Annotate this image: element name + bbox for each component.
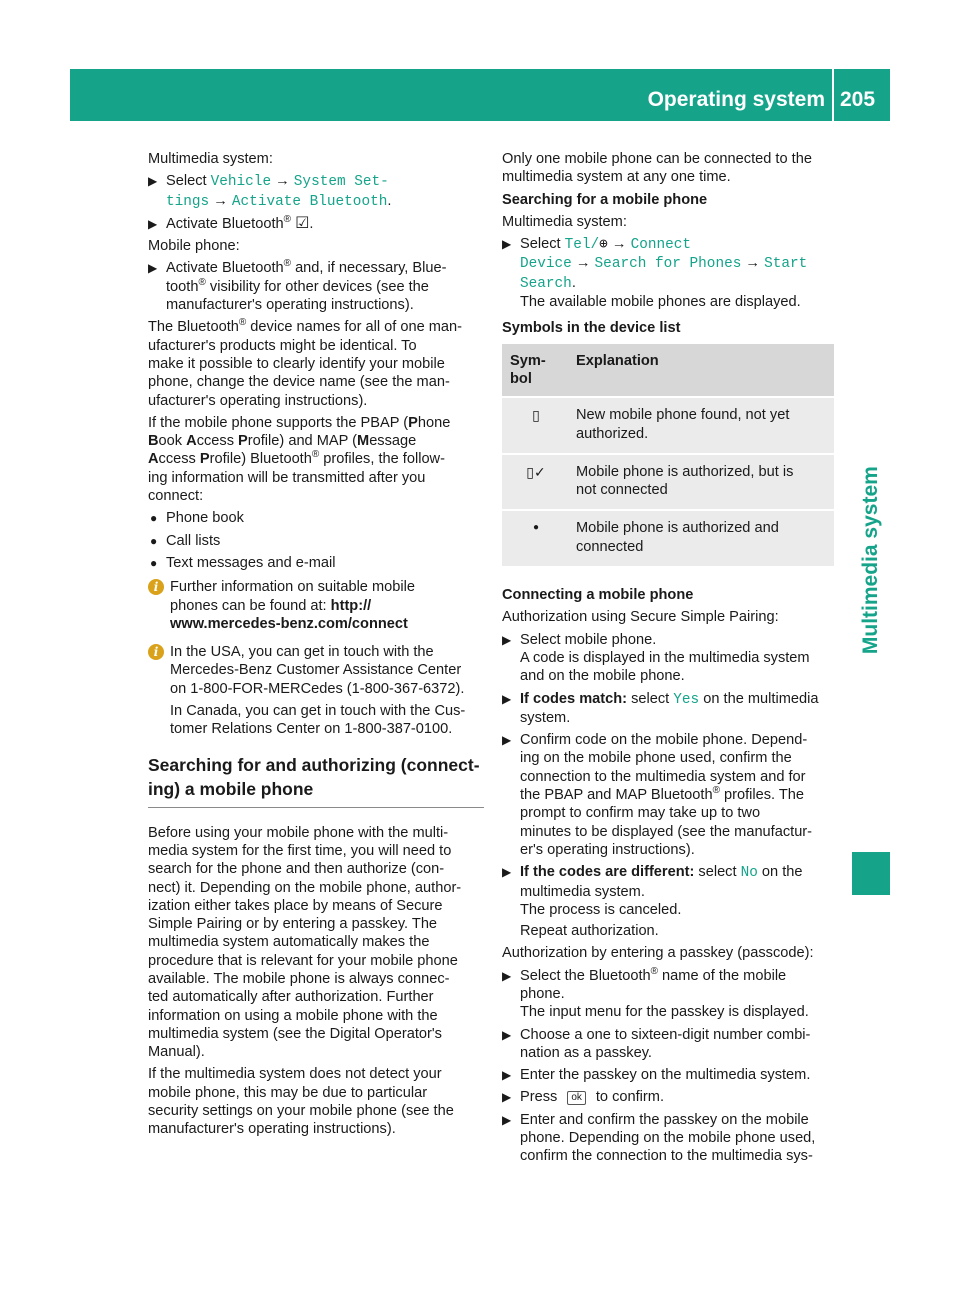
step: ▶ Enter and confirm the passkey on the mobile phone. Depending on the mobile phone used, confirm the connection to the multimedia sys-: [502, 1111, 816, 1165]
list-item: ● Phone book: [150, 510, 244, 527]
right-column: [502, 150, 836, 1170]
list-item: ● Text messages and e-mail: [150, 554, 336, 571]
bullet-icon: ●: [150, 533, 158, 548]
step-arrow-icon: ▶: [502, 733, 512, 748]
list-item: ● Call lists: [150, 532, 221, 549]
side-marker: [852, 852, 890, 895]
left-column: [148, 150, 484, 1143]
paragraph: If the multimedia system does not detect your mobile phone, this may be due to particular security settings on your mobile phone (see the manufacturer's operating instructions).: [148, 1066, 454, 1138]
menu-item: Yes: [673, 691, 700, 708]
step-arrow-icon: ▶: [502, 632, 512, 647]
arrow-right-icon: →: [575, 255, 591, 272]
step: ▶ Select Tel/⊕ → Connect Device → Search for Phones → Start Search. The available mobile phones are displayed.: [502, 236, 808, 311]
step: ▶ Confirm code on the mobile phone. Depend- ing on the mobile phone used, confirm the connection to the multimedia system and for the PBAP and MAP Bluetooth® profiles. The prompt to confirm may take up to two minutes to be displayed (see the manufactur- er's operating instructions).: [502, 732, 813, 858]
menu-item: System Set‐: [293, 174, 389, 191]
step-arrow-icon: ▶: [502, 691, 512, 706]
menu-item: Start: [764, 256, 808, 273]
step-arrow-icon: ▶: [502, 1027, 512, 1042]
menu-item: Search: [520, 275, 572, 292]
paragraph: Mobile phone:: [148, 238, 240, 255]
subheading: Connecting a mobile phone: [502, 587, 694, 604]
step-arrow-icon: ▶: [502, 1068, 512, 1083]
column-header: Sym- bol: [502, 344, 568, 398]
step-arrow-icon: ▶: [502, 865, 512, 880]
paragraph: Multimedia system:: [502, 213, 627, 230]
table-row: ● Mobile phone is authorized and connected: [502, 510, 834, 567]
info-icon: i: [148, 644, 164, 660]
menu-item: Device: [520, 256, 572, 273]
step-arrow-icon: ▶: [502, 237, 512, 252]
step: ▶ If the codes are different: select No on the multimedia system. The process is canceled. Repeat authorization.: [502, 864, 803, 940]
step: ▶ Select the Bluetooth® name of the mobile phone. The input menu for the passkey is displayed.: [502, 965, 809, 1021]
step: ▶ Activate Bluetooth® ☑.: [148, 214, 314, 232]
subheading: Searching for a mobile phone: [502, 191, 708, 208]
page-number: 205: [840, 88, 876, 111]
step: ▶ Press ok to confirm.: [502, 1089, 664, 1106]
menu-item: Tel/: [564, 237, 600, 254]
phone-new-icon: ▯: [502, 397, 568, 454]
link-text: http://: [330, 597, 372, 614]
step: ▶ Select Vehicle → System Set‐ tings → Activate Bluetooth.: [148, 173, 392, 210]
menu-item: Search for Phones: [594, 256, 742, 273]
device-symbol-table: [502, 344, 834, 568]
paragraph: Authorization by entering a passkey (passcode):: [502, 945, 814, 962]
arrow-right-icon: →: [275, 173, 290, 190]
menu-item: tings: [166, 193, 210, 210]
step-arrow-icon: ▶: [148, 261, 158, 276]
paragraph: The Bluetooth® device names for all of one man- ufacturer's products might be identical. To make it possible to clearly identify your mobile phone, change the device name (see the man- ufacturer's operating instructions).: [148, 317, 463, 409]
link-text: www.mercedes-benz.com/connect: [170, 615, 408, 632]
chapter-title: Operating system: [647, 88, 825, 111]
step: ▶ Activate Bluetooth® and, if necessary, Blue- tooth® visibility for other devices (see the manufacturer's operating instructions).: [148, 258, 447, 314]
info-note: i In the USA, you can get in touch with the Mercedes-Benz Customer Assistance Center on 1-800-FOR-MERCedes (1-800-367-6372). In Canada, you can get in touch with the Cus- tomer Relations Center on 1-800-387-0100.: [148, 643, 484, 738]
info-icon: i: [148, 579, 164, 595]
subheading: Symbols in the device list: [502, 320, 681, 337]
step: ▶ If codes match: select Yes on the multimedia system.: [502, 690, 819, 726]
step-arrow-icon: ▶: [148, 174, 158, 189]
checkbox-icon: ☑: [295, 214, 310, 232]
section-heading: Searching for and authorizing (connect- ing) a mobile phone: [148, 753, 484, 808]
arrow-right-icon: →: [611, 236, 627, 253]
menu-item: No: [740, 865, 758, 882]
table-header-row: [502, 344, 834, 398]
step-arrow-icon: ▶: [502, 968, 512, 983]
connected-dot-icon: ●: [502, 510, 568, 567]
paragraph: Multimedia system:: [148, 151, 273, 167]
info-note: i Further information on suitable mobile phones can be found at: http:// www.mercedes-benz.com/connect: [148, 578, 484, 633]
header-divider: [832, 69, 834, 121]
step: ▶ Select mobile phone. A code is displayed in the multimedia system and on the mobile phone.: [502, 631, 810, 685]
arrow-right-icon: →: [213, 192, 228, 209]
side-tab-label: Multimedia system: [858, 466, 882, 654]
bullet-icon: ●: [150, 555, 158, 570]
step-arrow-icon: ▶: [502, 1112, 512, 1127]
paragraph: If the mobile phone supports the PBAP (Phone Book Access Profile) and MAP (Message Access Profile) Bluetooth® profiles, the follow- ing information will be transmitted after you connect:: [148, 414, 451, 505]
paragraph: Before using your mobile phone with the multi- media system for the first time, you will need to search for the phone and then authorize (con- nect) it. Depending on the mobile phone, author- ization either takes place by means of Secure Simple Pairing or by entering a passkey. The multimedia system automatically makes the procedure that is relevant for your mobile phone available. The mobile phone is always connec- ted automatically after authorization. Further information on using a mobile phone with the multimedia system (see the Digital Operator's Manual).: [148, 824, 462, 1061]
column-header: Explanation: [568, 344, 834, 398]
step: ▶ Choose a one to sixteen-digit number combi- nation as a passkey.: [502, 1026, 811, 1061]
menu-item: Connect: [630, 237, 692, 254]
paragraph: Only one mobile phone can be connected to the multimedia system at any one time.: [502, 151, 812, 186]
step-arrow-icon: ▶: [148, 216, 158, 231]
arrow-right-icon: →: [745, 255, 761, 272]
side-tab: [852, 430, 890, 690]
globe-icon: ⊕: [599, 237, 608, 254]
step: ▶ Enter the passkey on the multimedia system.: [502, 1067, 811, 1084]
menu-item: Activate Bluetooth: [231, 193, 388, 210]
bullet-icon: ●: [150, 511, 158, 526]
paragraph: Authorization using Secure Simple Pairing:: [502, 609, 779, 626]
table-row: ▯✓ Mobile phone is authorized, but is not connected: [502, 454, 834, 511]
ok-key-icon: ok: [567, 1091, 586, 1105]
menu-item: Vehicle: [210, 174, 272, 191]
phone-authorized-icon: ▯✓: [502, 454, 568, 511]
step-arrow-icon: ▶: [502, 1090, 512, 1105]
table-row: ▯ New mobile phone found, not yet authorized.: [502, 397, 834, 454]
